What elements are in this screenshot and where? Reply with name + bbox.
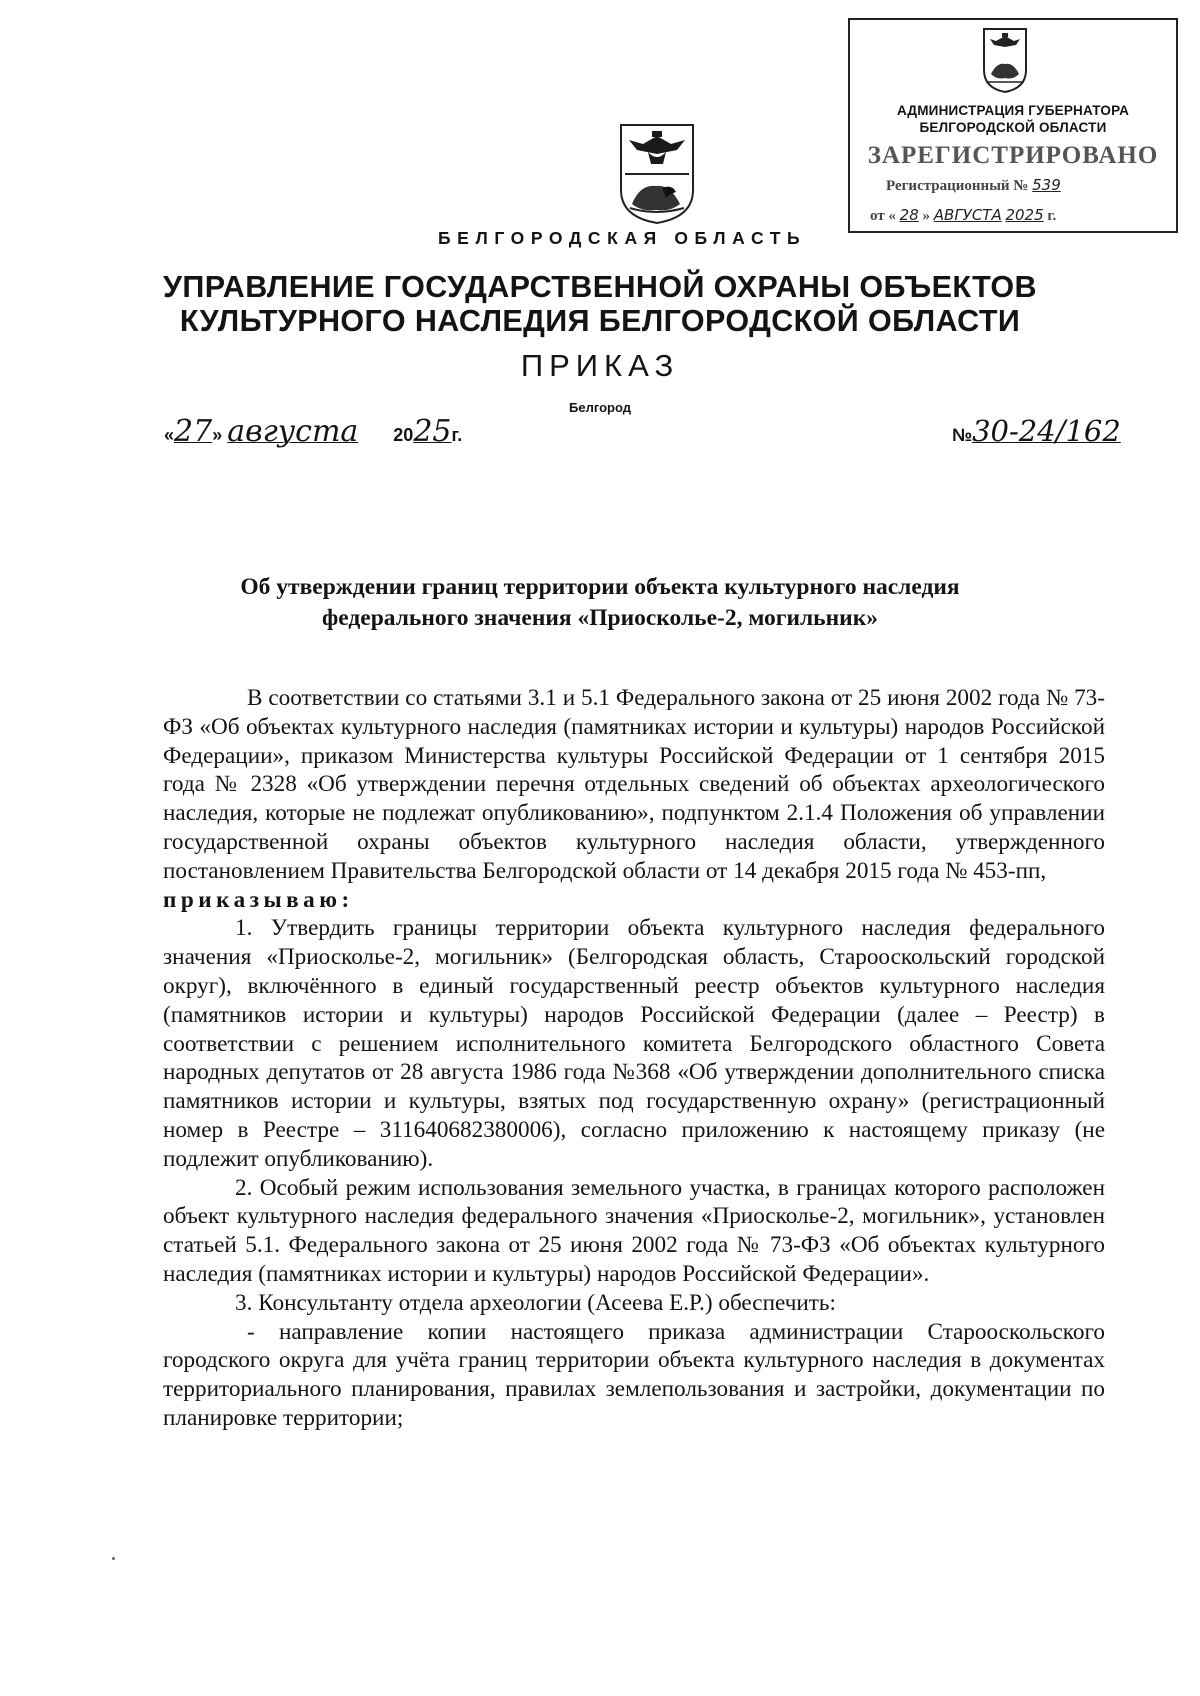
date-day: 27 <box>174 414 213 449</box>
document-type: ПРИКАЗ <box>520 348 680 383</box>
document-title: Об утверждении границ территории объекта культурного наследия федерального значения «Приосколье-2, могильник» <box>240 574 960 631</box>
region-name: БЕЛГОРОДСКАЯ ОБЛАСТЬ <box>438 228 807 248</box>
stamp-issuer: АДМИНИСТРАЦИЯ ГУБЕРНАТОРА БЕЛГОРОДСКОЙ ОБЛАСТИ <box>896 103 1130 135</box>
item-2-paragraph: 2. Особый режим использования земельного участка, в границах которого расположен объект культурного наследия федерального значения «Приосколье-2, могильник», установлен статьей 5.1. Федерального закона от 25 июня 2002 года № 73-ФЗ «Об объектах культурного наследия (памятниках истории и культуры) народов Российской Федерации». <box>163 1174 1105 1287</box>
preamble-paragraph: В соответствии со статьями 3.1 и 5.1 Федерального закона от 25 июня 2002 года № 73-ФЗ «Об объектах культурного наследия (памятниках истории и культуры) народов Российской Федерации», приказом Министерства культуры Российской Федерации от 1 сентября 2015 года № 2328 «Об утверждении перечня отдельных сведений об объектах археологического наследия, которые не подлежат опубликованию», подпунктом 2.1.4 Положения об управлении государственной охраны объектов культурного наследия области, утвержденного постановлением Правительства Белгородской области от 14 декабря 2015 года № 453-пп, <box>163 685 1105 884</box>
order-word: приказываю: <box>163 886 354 913</box>
stamp-reg-number-line: Регистрационный № 539 <box>886 176 1061 194</box>
organization-line-2: КУЛЬТУРНОГО НАСЛЕДИЯ БЕЛГОРОДСКОЙ ОБЛАСТИ <box>179 304 1021 338</box>
stamp-day: 28 <box>899 206 919 224</box>
stamp-year: 2025 <box>1005 206 1044 224</box>
item-1-paragraph: 1. Утвердить границы территории объекта культурного наследия федерального значения «Приосколье-2, могильник» (Белгородская область, Старооскольский городской округ), включённого в единый государственный реестр объектов культурного наследия (памятников истории и культуры) народов Российской Федерации (далее – Реестр) в соответствии с решением исполнительного комитета Белгородского областного Совета народных депутатов от 28 августа 1986 года №368 «Об утверждении дополнительного списка памятников истории и культуры, взятых под государственную охрану» (регистрационный номер в Реестре – 311640682380006), согласно приложению к настоящему приказу (не подлежит опубликованию). <box>163 915 1105 1172</box>
date-month: августа <box>227 414 359 449</box>
item-3-sub-1-paragraph: - направление копии настоящего приказа администрации Старооскольского городского округа для учёта границ территории объекта культурного наследия в документах территориального планирования, правилах землепользования и застройки, документации по планировке территории; <box>163 1318 1105 1431</box>
document-city: Белгород <box>569 400 631 415</box>
document-number: №30-24/162 <box>952 414 1121 448</box>
organization-line-1: УПРАВЛЕНИЕ ГОСУДАРСТВЕННОЙ ОХРАНЫ ОБЪЕКТОВ <box>163 270 1037 304</box>
registration-stamp <box>848 18 1178 233</box>
stamp-date-line: от « 28 » АВГУСТА 2025 г. <box>870 206 1057 224</box>
document-date: «27» августа 2025г. <box>164 414 463 449</box>
scan-artifact <box>112 1557 115 1560</box>
stamp-registered: ЗАРЕГИСТРИРОВАНО <box>867 142 1159 169</box>
stamp-month: АВГУСТА <box>933 206 1002 224</box>
document-body <box>163 684 1105 1433</box>
item-3-paragraph: 3. Консультанту отдела археологии (Асеева Е.Р.) обеспечить: <box>235 1289 836 1316</box>
belgorod-coat-of-arms-icon <box>618 122 696 226</box>
coat-of-arms-icon <box>981 26 1029 94</box>
stamp-reg-number: 539 <box>1032 176 1061 194</box>
document-number-value: 30-24/162 <box>972 414 1121 448</box>
date-year: 25 <box>413 414 452 449</box>
